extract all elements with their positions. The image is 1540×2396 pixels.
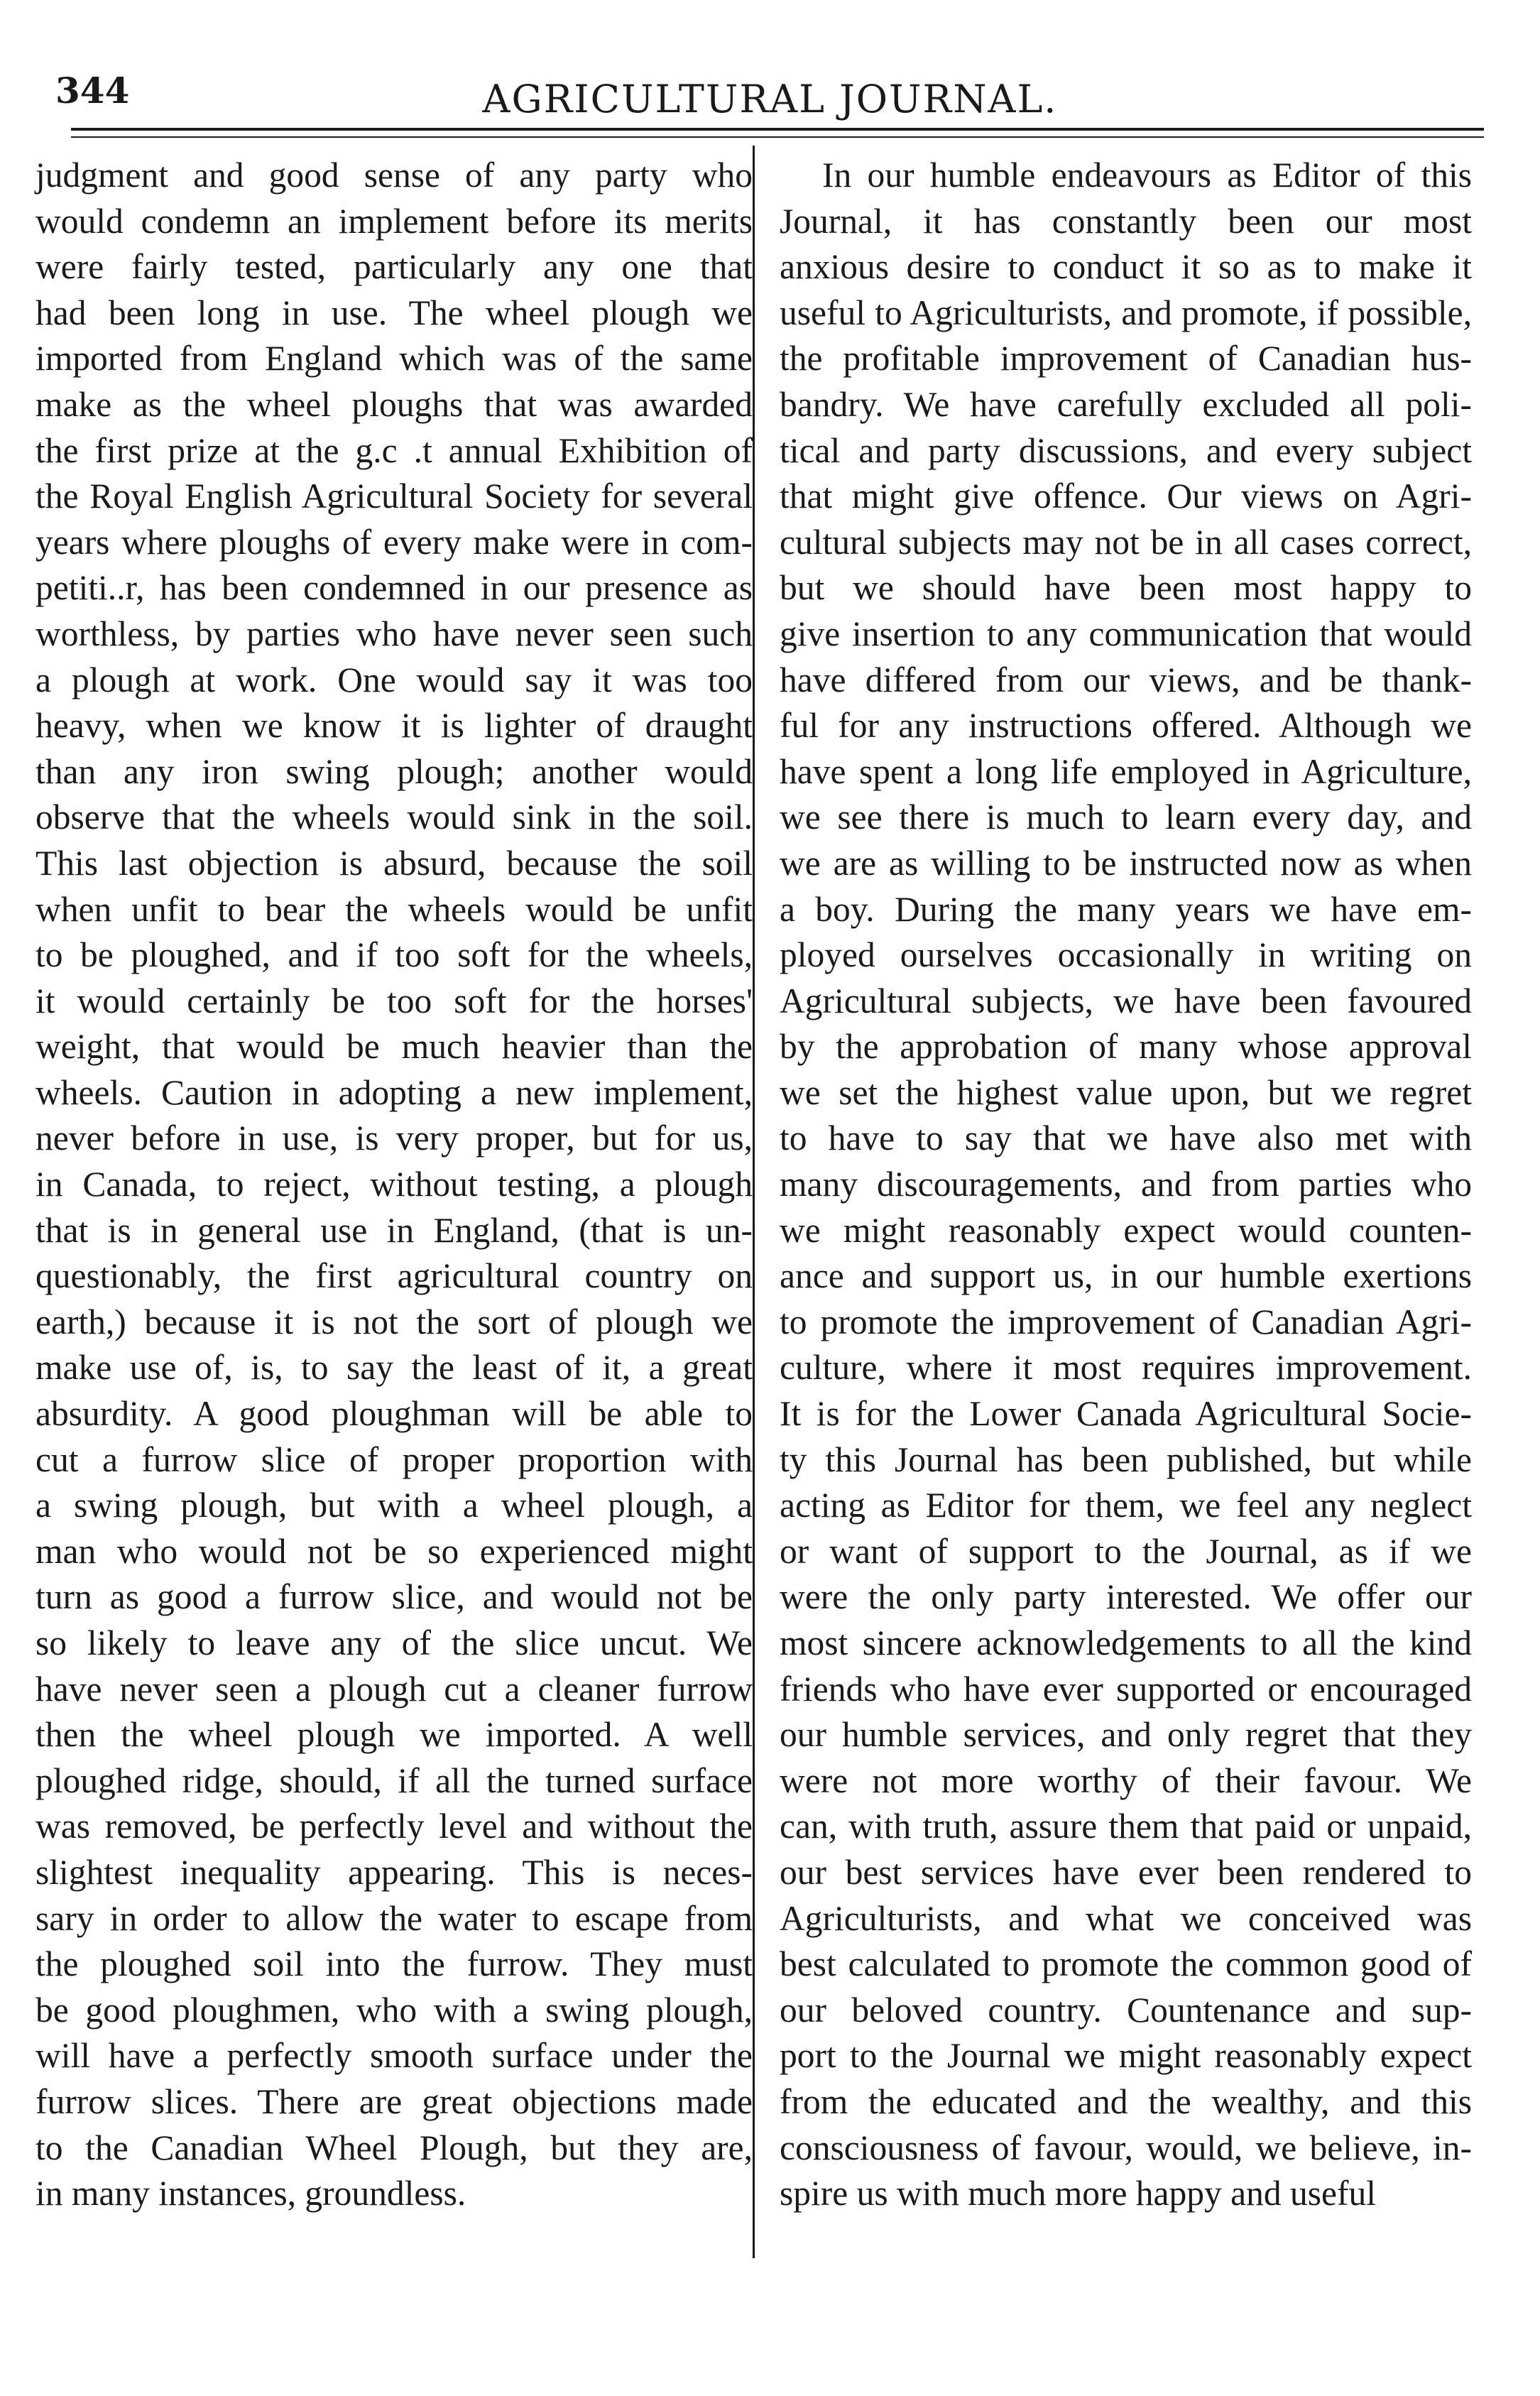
text-line: heavy, when we know it is lighter of draught bbox=[36, 706, 753, 746]
text-line: earth,) because it is not the sort of plough we bbox=[36, 1302, 753, 1341]
text-line: were fairly tested, particularly any one that bbox=[36, 247, 753, 287]
text-line: worthless, by parties who have never seen such bbox=[36, 614, 753, 653]
text-line: cut a furrow slice of proper proportion with bbox=[36, 1439, 753, 1479]
text-line: sary in order to allow the water to escape from bbox=[36, 1898, 753, 1938]
text-line: In our humble endeavours as Editor of this bbox=[822, 156, 1472, 195]
text-line: acting as Editor for them, we feel any neglect bbox=[780, 1486, 1472, 1525]
text-line: slightest inequality appearing. This is neces- bbox=[36, 1852, 753, 1892]
text-line: bandry. We have carefully excluded all poli- bbox=[780, 384, 1472, 424]
text-line: This last objection is absurd, because the soil bbox=[36, 843, 753, 883]
text-line: the ploughed soil into the furrow. They must bbox=[36, 1944, 753, 1984]
text-line: the profitable improvement of Canadian hus- bbox=[780, 339, 1472, 379]
text-line: our best services have ever been rendered to bbox=[780, 1852, 1472, 1892]
text-line: in many instances, groundless. bbox=[36, 2174, 466, 2213]
text-line: a plough at work. One would say it was too bbox=[36, 660, 753, 699]
text-line: observe that the wheels would sink in the soil. bbox=[36, 797, 753, 837]
text-line: we might reasonably expect would counten- bbox=[780, 1210, 1472, 1250]
text-line: wheels. Caution in adopting a new implement, bbox=[36, 1072, 753, 1112]
text-line: ploughed ridge, should, if all the turned surface bbox=[36, 1760, 753, 1800]
text-line: ty this Journal has been published, but while bbox=[780, 1439, 1472, 1479]
text-line: consciousness of favour, would, we believe, in- bbox=[780, 2128, 1472, 2167]
text-line: have never seen a plough cut a cleaner furrow bbox=[36, 1669, 753, 1709]
text-line: make use of, is, to say the least of it, a great bbox=[36, 1348, 753, 1388]
text-line: by the approbation of many whose approval bbox=[780, 1027, 1472, 1067]
text-line: we set the highest value upon, but we regret bbox=[780, 1072, 1472, 1112]
text-line: absurdity. A good ploughman will be able to bbox=[36, 1394, 753, 1434]
text-line: spire us with much more happy and useful bbox=[780, 2174, 1376, 2213]
text-line: from the educated and the wealthy, and this bbox=[780, 2081, 1472, 2121]
text-line: tical and party discussions, and every subject bbox=[780, 430, 1472, 470]
text-line: can, with truth, assure them that paid or unpaid, bbox=[780, 1807, 1472, 1846]
text-line: that is in general use in England, (that is un- bbox=[36, 1210, 753, 1250]
text-line: the Royal English Agricultural Society for several bbox=[36, 477, 753, 516]
text-line: so likely to leave any of the slice uncut. We bbox=[36, 1623, 753, 1662]
text-line: many discouragements, and from parties who bbox=[780, 1165, 1472, 1204]
text-line: Journal, it has constantly been our most bbox=[780, 201, 1472, 241]
right-column bbox=[780, 153, 1472, 2217]
text-line: to be ploughed, and if too soft for the wheels, bbox=[36, 935, 753, 975]
text-line: useful to Agriculturists, and promote, if possible, bbox=[780, 293, 1472, 332]
text-line: to promote the improvement of Canadian Agri- bbox=[780, 1302, 1472, 1341]
text-line: or want of support to the Journal, as if we bbox=[780, 1531, 1472, 1571]
text-line: most sincere acknowledgements to all the kind bbox=[780, 1623, 1472, 1662]
text-line: questionably, the first agricultural country on bbox=[36, 1256, 753, 1296]
text-line: a swing plough, but with a wheel plough, a bbox=[36, 1486, 753, 1525]
text-line: our humble services, and only regret that they bbox=[780, 1715, 1472, 1755]
header-rule-thin bbox=[71, 136, 1484, 138]
text-line: then the wheel plough we imported. A well bbox=[36, 1715, 753, 1755]
text-line: that might give offence. Our views on Agri- bbox=[780, 477, 1472, 516]
text-line: turn as good a furrow slice, and would not be bbox=[36, 1577, 753, 1617]
text-line: give insertion to any communication that would bbox=[780, 614, 1472, 653]
text-line: will have a perfectly smooth surface under the bbox=[36, 2036, 753, 2076]
page-number: 344 bbox=[55, 70, 130, 111]
column-divider bbox=[753, 146, 755, 2258]
text-line: Agriculturists, and what we conceived was bbox=[780, 1898, 1472, 1938]
text-line: Agricultural subjects, we have been favoured bbox=[780, 981, 1472, 1020]
text-line: years where ploughs of every make were in com- bbox=[36, 522, 753, 562]
text-line: petiti..r, has been condemned in our presence as bbox=[36, 568, 753, 608]
text-line: friends who have ever supported or encouraged bbox=[780, 1669, 1472, 1709]
text-line: cultural subjects may not be in all cases correct, bbox=[780, 522, 1472, 562]
text-line: had been long in use. The wheel plough we bbox=[36, 293, 753, 332]
header-rule-thick bbox=[71, 128, 1484, 131]
text-line: the first prize at the g.c .t annual Exhibition of bbox=[36, 430, 753, 470]
text-line: ful for any instructions offered. Although we bbox=[780, 706, 1472, 746]
text-line: man who would not be so experienced might bbox=[36, 1531, 753, 1571]
text-line: have spent a long life employed in Agriculture, bbox=[780, 751, 1472, 791]
text-line: we see there is much to learn every day, and bbox=[780, 797, 1472, 837]
running-title: AGRICULTURAL JOURNAL. bbox=[482, 77, 1058, 121]
text-line: were not more worthy of their favour. We bbox=[780, 1760, 1472, 1800]
text-line: than any iron swing plough; another would bbox=[36, 751, 753, 791]
left-column bbox=[36, 153, 753, 2217]
text-line: It is for the Lower Canada Agricultural Socie- bbox=[780, 1394, 1472, 1434]
text-line: was removed, be perfectly level and without the bbox=[36, 1807, 753, 1846]
text-line: were the only party interested. We offer our bbox=[780, 1577, 1472, 1617]
text-line: we are as willing to be instructed now as when bbox=[780, 843, 1472, 883]
text-line: best calculated to promote the common good of bbox=[780, 1944, 1472, 1984]
text-line: when unfit to bear the wheels would be unfit bbox=[36, 889, 753, 929]
text-line: furrow slices. There are great objections made bbox=[36, 2081, 753, 2121]
text-line: to have to say that we have also met with bbox=[780, 1118, 1472, 1158]
text-line: a boy. During the many years we have em- bbox=[780, 889, 1472, 929]
text-line: have differed from our views, and be thank- bbox=[780, 660, 1472, 699]
text-line: ployed ourselves occasionally in writing on bbox=[780, 935, 1472, 975]
text-line: weight, that would be much heavier than the bbox=[36, 1027, 753, 1067]
text-line: judgment and good sense of any party who bbox=[36, 156, 753, 195]
text-line: anxious desire to conduct it so as to make it bbox=[780, 247, 1472, 287]
text-line: it would certainly be too soft for the horses' bbox=[36, 981, 753, 1020]
text-line: port to the Journal we might reasonably expect bbox=[780, 2036, 1472, 2076]
text-line: in Canada, to reject, without testing, a plough bbox=[36, 1165, 753, 1204]
text-line: make as the wheel ploughs that was awarded bbox=[36, 384, 753, 424]
text-line: imported from England which was of the same bbox=[36, 339, 753, 379]
text-line: ance and support us, in our humble exertions bbox=[780, 1256, 1472, 1296]
text-line: would condemn an implement before its merits bbox=[36, 201, 753, 241]
text-line: but we should have been most happy to bbox=[780, 568, 1472, 608]
text-line: culture, where it most requires improvement. bbox=[780, 1348, 1472, 1388]
text-line: never before in use, is very proper, but for us, bbox=[36, 1118, 753, 1158]
text-line: our beloved country. Countenance and sup- bbox=[780, 1990, 1472, 2030]
text-line: be good ploughmen, who with a swing plough, bbox=[36, 1990, 753, 2030]
text-line: to the Canadian Wheel Plough, but they are, bbox=[36, 2128, 753, 2167]
